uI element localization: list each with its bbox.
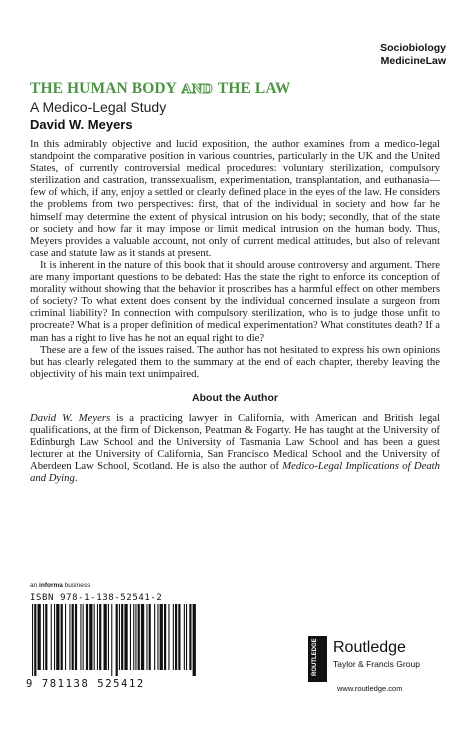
barcode-bar [173,604,174,670]
barcode-bar [32,604,33,676]
title-ampersand-and: AND [181,82,214,97]
publisher-group: Taylor & Francis Group [333,659,420,669]
blurb-paragraph-1: In this admirably objective and lucid exposition, the author examines from a medico-legal standpoint the comparative position in various countries, particularly in the UK and the United States, of currently controversial medical procedures: voluntary sterilization, compulsory sterilization and castration, transsexualism, experimentation, transplantation, and euthanasia—few of which, if any, enjoy a settled or clearly defined place in the eyes of the law. He considers the problems from two perspectives: first, that of the individual in society and how far he himself may determine the extent of physical intrusion on his body; secondly, that of the state or society and how far it may impose or limit medical intrusion on the human body. Thus, Meyers provides a valuable account, not only of current medical attitudes, but also of relevant case and statute law as it stands at present. [30,138,440,259]
title-part-1: THE HUMAN BODY [30,80,177,97]
about-author-end: . [74,472,78,485]
barcode-bar [99,604,101,670]
about-author-paragraph [30,412,440,485]
barcode-bar [116,604,118,676]
barcode-bar [51,604,52,670]
barcode-bar [83,604,84,670]
barcode [30,604,198,676]
barcode-bar [38,604,41,670]
routledge-logo-icon: ROUTLEDGE [308,636,327,682]
barcode-bar [104,604,107,670]
barcode-digits: 9 781138 525412 [26,678,145,690]
barcode-bar [45,604,47,670]
barcode-bar [160,604,163,670]
blurb-paragraph-3: These are a few of the issues raised. The author has not hesitated to express his own opinions but has clearly relegated them to the summary at the end of each chapter, thereby leaving the objectivity of his main text unimpaired. [30,343,440,380]
blurb-text [30,138,440,485]
barcode-bar [157,604,158,670]
barcode-bar [193,604,196,676]
about-author-bio: is a practicing lawyer in California, with American and British legal qualifications, at the firm of Dickenson, Peatman & Fogarty. He has taught at the University of Edinburgh Law School and the University of Tasmania Law School and has been a guest lecturer at the University of California, San Francisco Medical School and the University of Aberdeen Law School, Scotland. He is also the author of [30,411,440,473]
blurb-paragraph-2: It is inherent in the nature of this book that it should arouse controversy and argument. There are many important questions to be debated: Has the state the right to enforce its conception of morality without showing that the behavior it proscribes has a harmful effect on other members of society? To what extent does consent by the individual concerned insulate a surgeon from criminal liability? In connection with compulsory sterilization, who is to judge those unfit to procreate? What is a proper definition of medical experimentation? What constitutes death? If a man has a right to live has he not an equal right to die? [30,258,440,344]
barcode-bar [86,604,88,670]
subject-medicine-law: MedicineLaw [380,55,446,67]
barcode-bar [130,604,131,670]
about-author-heading: About the Author [192,391,278,404]
book-author: David W. Meyers [30,117,133,132]
barcode-graphic [30,604,198,676]
barcode-bar [154,604,155,670]
barcode-bar [146,604,147,670]
title-part-2: THE LAW [217,80,291,97]
informa-imprint: an informa business [30,582,91,589]
barcode-bar [43,604,44,670]
subject-categories [380,42,446,68]
barcode-bar [133,604,134,670]
barcode-bar [141,604,144,670]
isbn-label: ISBN 978-1-138-52541-2 [30,593,163,603]
publisher-block [308,636,448,684]
barcode-bar [189,604,191,670]
barcode-bar [34,604,36,676]
publisher-name: Routledge [333,639,406,656]
barcode-bar [178,604,180,670]
barcode-bar [119,604,120,670]
about-author-name: David W. Meyers [30,411,111,424]
publisher-url: www.routledge.com [337,684,403,693]
book-title [30,80,452,98]
barcode-bar [168,604,169,670]
barcode-bar [149,604,151,670]
barcode-bar [69,604,70,670]
book-subtitle: A Medico-Legal Study [30,99,167,115]
barcode-bar [97,604,98,670]
barcode-bar [184,604,185,670]
barcode-bar [89,604,92,670]
barcode-bar [121,604,123,670]
barcode-bar [80,604,81,670]
barcode-bar [164,604,166,670]
about-author-other-book: Medico-Legal Implications of Death and Dying [30,460,440,485]
barcode-bar [108,604,109,670]
barcode-bar [72,604,74,670]
barcode-bar [61,604,63,670]
barcode-bar [54,604,55,670]
barcode-bar [75,604,77,670]
barcode-bar [138,604,140,670]
barcode-bar [124,604,127,670]
barcode-bar [56,604,59,670]
barcode-bar [65,604,66,670]
barcode-bar [94,604,95,670]
barcode-bar [111,604,112,676]
barcode-bar [135,604,136,670]
informa-brand: informa [39,582,63,589]
subject-sociobiology: Sociobiology [380,42,446,54]
barcode-bar [186,604,187,670]
barcode-bar [175,604,177,670]
